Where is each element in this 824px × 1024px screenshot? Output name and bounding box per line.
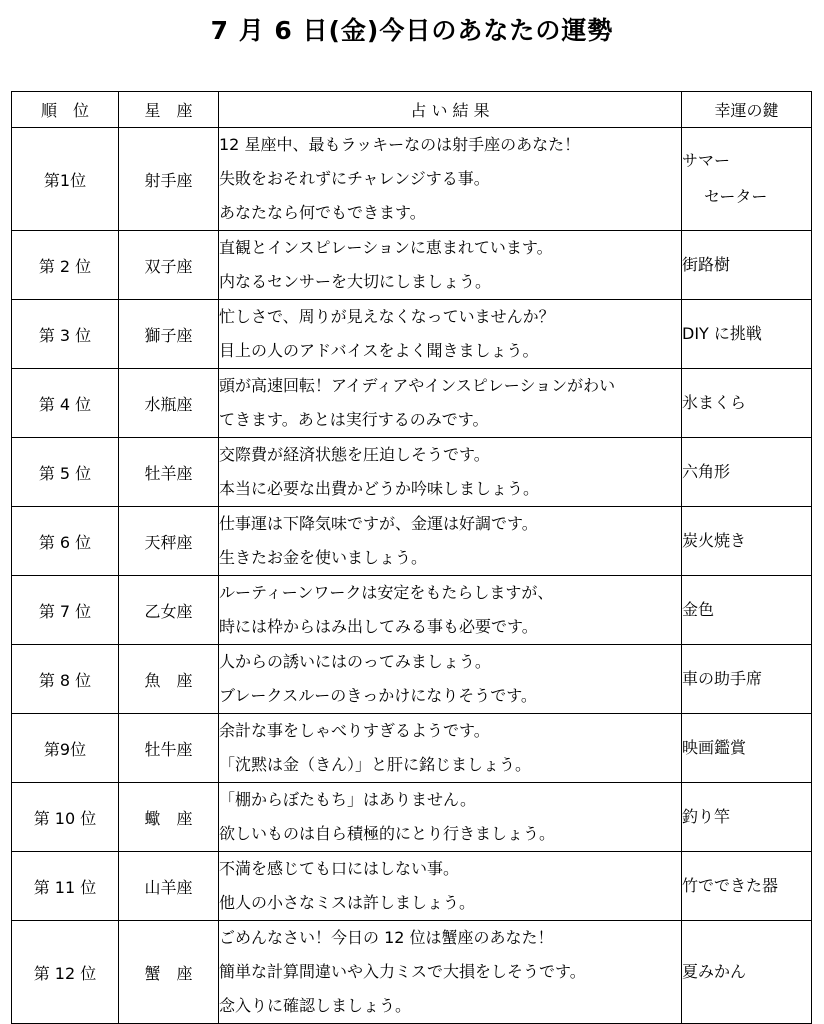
table-row [12,128,812,231]
fortune-result-cell [219,783,682,852]
fortune-result-line: てきます。あとは実行するのみです。 [219,410,489,429]
zodiac-sign-cell: 獅子座 [119,300,219,369]
lucky-key-cell [682,438,812,507]
fortune-result-line: ブレークスルーのきっかけになりそうです。 [219,686,537,705]
lucky-key-line: 氷まくら [682,393,747,412]
fortune-result-cell [219,507,682,576]
fortune-result-line: 「棚からぼたもち」はありません。 [219,790,476,809]
lucky-key-line: 街路樹 [682,255,731,274]
fortune-result-cell [219,852,682,921]
table-row [12,369,812,438]
zodiac-sign-cell: 魚 座 [119,645,219,714]
fortune-result-cell [219,231,682,300]
lucky-key-line: セーター [704,187,768,206]
zodiac-sign-cell: 水瓶座 [119,369,219,438]
rank-cell: 第 2 位 [12,231,119,300]
zodiac-sign-cell: 天秤座 [119,507,219,576]
lucky-key-cell [682,128,812,231]
table-row [12,921,812,1024]
table-row [12,852,812,921]
zodiac-sign-cell: 牡羊座 [119,438,219,507]
rank-cell: 第1位 [12,128,119,231]
lucky-key-cell [682,369,812,438]
table-row [12,231,812,300]
fortune-result-cell [219,128,682,231]
lucky-key-line: 六角形 [682,462,731,481]
fortune-result-line: 頭が高速回転！アイディアやインスピレーションがわい [219,376,616,395]
fortune-table [11,91,812,1024]
lucky-key-cell [682,645,812,714]
fortune-result-line: 交際費が経済状態を圧迫しそうです。 [219,445,490,464]
table-row [12,576,812,645]
fortune-result-line: 人からの誘いにはのってみましょう。 [219,652,491,671]
fortune-result-line: 内なるセンサーを大切にしましょう。 [219,272,492,291]
rank-cell: 第 6 位 [12,507,119,576]
lucky-key-line: 竹でできた器 [682,876,779,895]
fortune-result-line: 簡単な計算間違いや入力ミスで大損をしそうです。 [219,962,586,981]
lucky-key-line: 炭火焼き [682,531,747,550]
zodiac-sign-cell: 乙女座 [119,576,219,645]
fortune-result-line: ルーティーンワークは安定をもたらしますが、 [219,583,554,602]
header-lucky-key: 幸運の鍵 [682,92,812,128]
page-title: 7 月 6 日(金)今日のあなたの運勢 [210,16,614,45]
lucky-key-cell [682,783,812,852]
rank-cell: 第 4 位 [12,369,119,438]
fortune-result-cell [219,921,682,1024]
fortune-table-body [12,128,812,1024]
zodiac-sign-cell: 双子座 [119,231,219,300]
lucky-key-cell [682,921,812,1024]
table-row [12,783,812,852]
zodiac-sign-cell: 蠍 座 [119,783,219,852]
fortune-result-line: 失敗をおそれずにチャレンジする事。 [219,169,490,188]
table-row [12,645,812,714]
fortune-result-line: 不満を感じても口にはしない事。 [219,859,460,878]
lucky-key-line: サマー [682,151,731,170]
fortune-result-line: 「沈黙は金（きん）」と肝に銘じましょう。 [219,755,532,774]
rank-cell: 第 3 位 [12,300,119,369]
rank-cell: 第 10 位 [12,783,119,852]
lucky-key-line: 映画鑑賞 [682,738,747,757]
zodiac-sign-cell: 山羊座 [119,852,219,921]
lucky-key-line: 釣り竿 [682,807,731,826]
zodiac-sign-cell: 射手座 [119,128,219,231]
fortune-result-cell [219,714,682,783]
table-row [12,507,812,576]
fortune-result-cell [219,369,682,438]
zodiac-sign-cell: 蟹 座 [119,921,219,1024]
table-row [12,300,812,369]
rank-cell: 第 11 位 [12,852,119,921]
rank-cell: 第 8 位 [12,645,119,714]
lucky-key-cell [682,714,812,783]
lucky-key-line: 金色 [682,600,715,619]
fortune-result-line: 12 星座中、最もラッキーなのは射手座のあなた！ [219,135,581,154]
rank-cell: 第9位 [12,714,119,783]
fortune-result-cell [219,300,682,369]
lucky-key-cell [682,231,812,300]
fortune-result-line: 他人の小さなミスは許しましょう。 [219,893,476,912]
fortune-result-line: 忙しさで、周りが見えなくなっていませんか？ [219,307,555,326]
fortune-result-cell [219,438,682,507]
rank-cell: 第 5 位 [12,438,119,507]
lucky-key-line: DIY に挑戦 [682,324,762,343]
fortune-result-line: 念入りに確認しましょう。 [219,996,412,1015]
fortune-result-line: あなたなら何でもできます。 [219,203,426,222]
lucky-key-line: 車の助手席 [682,669,763,688]
header-sign: 星 座 [119,92,219,128]
fortune-result-line: 本当に必要な出費かどうか吟味しましょう。 [219,479,540,498]
lucky-key-cell [682,576,812,645]
fortune-result-line: ごめんなさい！今日の 12 位は蟹座のあなた！ [219,928,554,947]
header-rank: 順 位 [12,92,119,128]
fortune-result-line: 仕事運は下降気味ですが、金運は好調です。 [219,514,538,533]
lucky-key-cell [682,852,812,921]
lucky-key-line: 夏みかん [682,962,747,981]
rank-cell: 第 7 位 [12,576,119,645]
rank-cell: 第 12 位 [12,921,119,1024]
fortune-result-cell [219,645,682,714]
header-result: 占 い 結 果 [219,92,682,128]
fortune-result-line: 欲しいものは自ら積極的にとり行きましょう。 [219,824,556,843]
fortune-result-line: 余計な事をしゃべりすぎるようです。 [219,721,490,740]
fortune-result-cell [219,576,682,645]
zodiac-sign-cell: 牡牛座 [119,714,219,783]
fortune-result-line: 目上の人のアドバイスをよく聞きましょう。 [219,341,539,360]
header-row [12,92,812,128]
table-row [12,714,812,783]
lucky-key-cell [682,300,812,369]
lucky-key-cell [682,507,812,576]
fortune-result-line: 時には枠からはみ出してみる事も必要です。 [219,617,538,636]
fortune-result-line: 直観とインスピレーションに恵まれています。 [219,238,553,257]
fortune-result-line: 生きたお金を使いましょう。 [219,548,428,567]
table-row [12,438,812,507]
